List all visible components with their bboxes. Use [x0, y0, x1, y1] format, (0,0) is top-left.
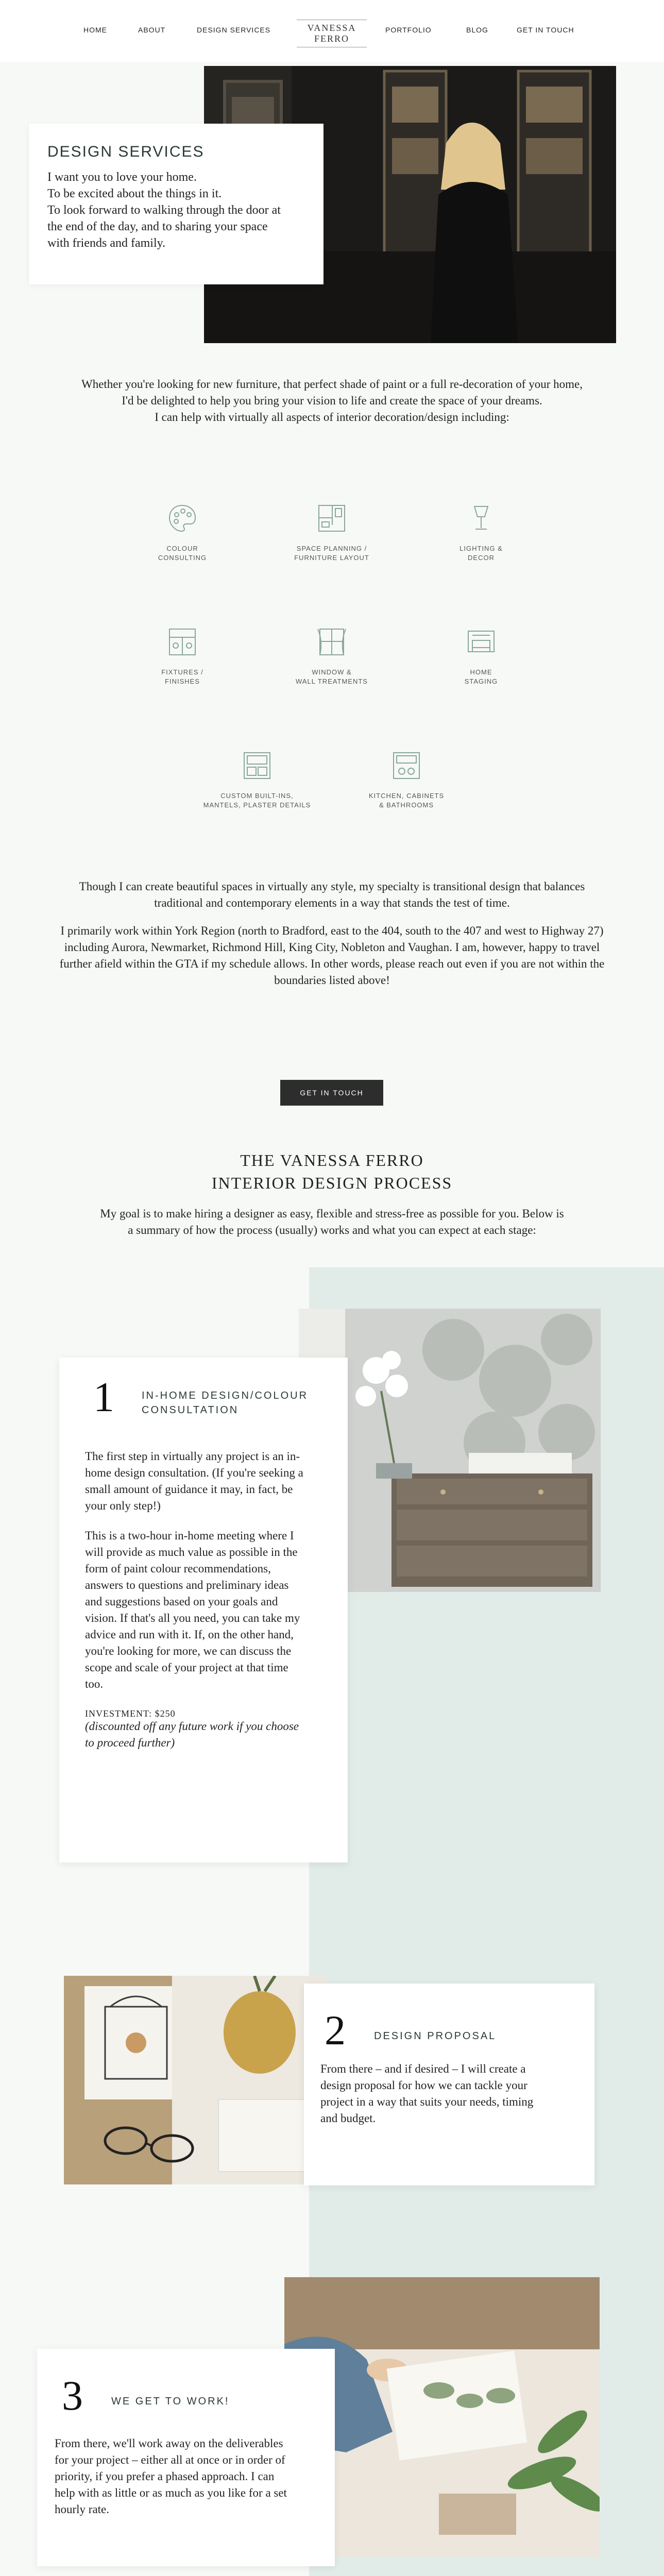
step1-card: [59, 1358, 348, 1862]
service-window-wall: WINDOW & WALL TREATMENTS: [275, 626, 388, 686]
page-title: DESIGN SERVICES: [47, 143, 205, 160]
service-home-staging: HOME STAGING: [424, 626, 538, 686]
step1-number: 1: [93, 1374, 114, 1420]
hero-card: [29, 124, 324, 284]
nav-services-link[interactable]: DESIGN SERVICES: [197, 26, 271, 34]
intro-text: Whether you're looking for new furniture, that perfect shade of paint or a full re-decoration of your home, I'd be delighted to help you bring your vision to life and create the space of your dreams. I can help with virtually all aspects of interior decoration/design including:: [81, 378, 583, 423]
nav-about-link[interactable]: ABOUT: [138, 26, 166, 34]
service-fixtures-finishes: FIXTURES / FINISHES: [126, 626, 239, 686]
get-in-touch-button[interactable]: GET IN TOUCH: [280, 1080, 383, 1106]
service-lighting-decor: LIGHTING & DECOR: [424, 502, 538, 563]
style-text: Though I can create beautiful spaces in virtually any style, my specialty is transitional design that balances traditional and contemporary elements in a way that stands the test of time. I primarily work within York Region (north to Bradford, east to the 404, south to the 407 and west to Highway 27) including Aurora, Newmarket, Richmond Hill, King City, Nobleton and Vaughan. I am, however, happy to travel further afield within the GTA if my schedule allows. In other words, please reach out even if you are not within the boundaries listed above!: [59, 880, 605, 987]
step3-title: WE GET TO WORK!: [111, 2396, 230, 2407]
step2-card: [304, 1984, 594, 2185]
hero-line-5: with friends and family.: [47, 236, 166, 250]
hero-line-2: To be excited about the things in it.: [47, 187, 222, 200]
nav-contact-link[interactable]: GET IN TOUCH: [517, 26, 574, 34]
service-custom-built-ins: CUSTOM BUILT-INS, MANTELS, PLASTER DETAILS: [200, 750, 314, 810]
step1-title: IN-HOME DESIGN/COLOUR CONSULTATION: [142, 1390, 309, 1416]
nav-home-link[interactable]: HOME: [83, 26, 107, 34]
site-logo[interactable]: VANESSA FERRO: [288, 20, 375, 42]
lamp-icon: [465, 502, 497, 534]
step2-number: 2: [325, 2007, 346, 2054]
service-space-planning: SPACE PLANNING / FURNITURE LAYOUT: [275, 502, 388, 563]
step1-paragraph-1: The first step in virtually any project is an in- home design consultation. (If you're seeking a small amount of guidance it may, in fact, be your only step!): [85, 1450, 303, 1512]
step3-text: From there, we'll work away on the deliverables for your project – either all at once or in order of priority, if you prefer a phased approach. I can help with as little or as much as you like for a set hourly rate.: [55, 2437, 287, 2516]
step1-paragraph-2: This is a two-hour in-home meeting where I will provide as much value as possible in the form of paint colour recommendations, answers to questions and preliminary ideas and suggestions based on your goals and vision. If that's all you need, you can take my advice and run with it. If, on the other hand, you're looking for more, we can discuss the scope and scale of your project at that time too.: [85, 1529, 300, 1690]
step2-text: From there – and if desired – I will create a design proposal for how we can tackle your project in a way that suits your needs, timing and budget.: [320, 2062, 534, 2125]
step2-photo: [64, 1976, 328, 2184]
window-treatment-icon: [316, 626, 348, 658]
nav-blog-link[interactable]: BLOG: [466, 26, 488, 34]
service-kitchen-bath: KITCHEN, CABINETS & BATHROOMS: [350, 750, 463, 810]
hero-line-1: I want you to love your home.: [47, 171, 197, 184]
process-title: THE VANESSA FERRO INTERIOR DESIGN PROCESS: [211, 1151, 453, 1192]
process-intro: My goal is to make hiring a designer as easy, flexible and stress-free as possible for you. Below is a summary of how the process (usually) works and what you can expect at each stage:: [100, 1207, 564, 1236]
paint-palette-icon: [166, 502, 198, 534]
home-staging-icon: [465, 626, 497, 658]
hero-line-4: the end of the day, and to sharing your space: [47, 220, 268, 233]
kitchen-icon: [390, 750, 422, 782]
step2-title: DESIGN PROPOSAL: [374, 2030, 497, 2042]
top-navigation: [0, 0, 664, 62]
custom-cabinet-icon: [241, 750, 273, 782]
bathroom-fixtures-icon: [166, 626, 198, 658]
hero-line-3: To look forward to walking through the door at: [47, 204, 281, 217]
step1-price: INVESTMENT: $250: [85, 1708, 176, 1719]
step3-card: [37, 2349, 335, 2566]
step3-number: 3: [62, 2372, 83, 2419]
step1-discount: (discounted off any future work if you choose to proceed further): [85, 1720, 299, 1749]
service-colour-consulting: COLOUR CONSULTING: [126, 502, 239, 563]
nav-portfolio-link[interactable]: PORTFOLIO: [385, 26, 432, 34]
floor-plan-icon: [316, 502, 348, 534]
